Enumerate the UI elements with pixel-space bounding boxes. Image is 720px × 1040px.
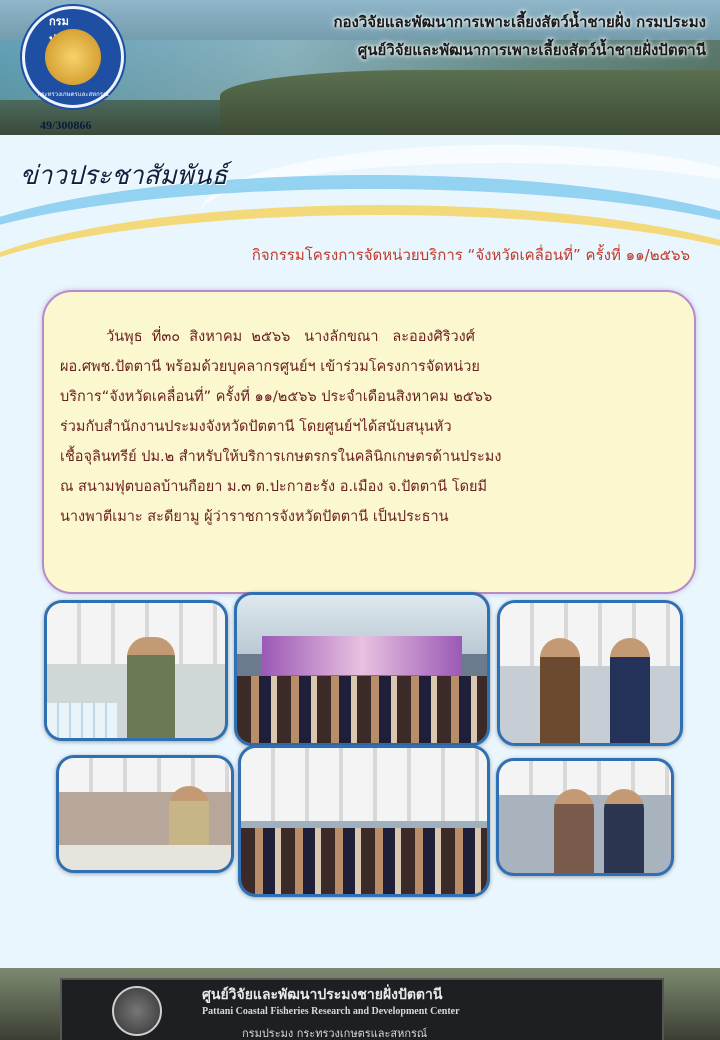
photo-clinic-visitors xyxy=(496,758,674,876)
photo-stage-group xyxy=(234,592,490,746)
photo-person xyxy=(604,789,644,873)
body-line: บริการ“จังหวัดเคลื่อนที่” ครั้งที่ ๑๑/๒๕๖๖ ประจำเดือนสิงหาคม ๒๕๖๖ xyxy=(60,389,493,405)
photo-crowd-tent xyxy=(238,745,490,897)
sign-english-name: Pattani Coastal Fisheries Research and Development Center xyxy=(202,1006,460,1017)
logo-emblem-icon xyxy=(45,29,101,85)
footer-signboard-photo xyxy=(0,968,720,1040)
sign-thai-name: ศูนย์วิจัยและพัฒนาประมงชายฝั่งปัตตานี xyxy=(202,987,443,1003)
photo-tent xyxy=(59,758,231,792)
photo-table xyxy=(59,845,231,870)
body-text xyxy=(60,322,655,532)
body-line: นางพาตีเมาะ สะดียามู ผู้ว่าราชการจังหวัดปัตตานี เป็นประธาน xyxy=(60,509,449,525)
body-line: วันพุธ ที่๓๐ สิงหาคม ๒๕๖๖ นางลักขณา ละอองศิริวงศ์ xyxy=(60,329,475,345)
logo-top-text: กรม xyxy=(49,15,69,28)
document-number: 49/300866 xyxy=(40,118,92,132)
photo-officer-with-product xyxy=(44,600,228,741)
body-line: ณ สนามฟุตบอลบ้านกือยา ม.๓ ต.ปะกาฮะรัง อ.เมือง จ.ปัตตานี โดยมี xyxy=(60,479,488,495)
sign-ministry: กรมประมง กระทรวงเกษตรและสหกรณ์ xyxy=(242,1027,428,1040)
news-subtitle: กิจกรรมโครงการจัดหน่วยบริการ “จังหวัดเคลื่อนที่” ครั้งที่ ๑๑/๒๕๖๖ xyxy=(251,246,690,264)
org-line-2: ศูนย์วิจัยและพัฒนาการเพาะเลี้ยงสัตว์น้ำชายฝั่งปัตตานี xyxy=(357,41,706,59)
body-line: ผอ.ศพช.ปัตตานี พร้อมด้วยบุคลากรศูนย์ฯ เข้าร่วมโครงการจัดหน่วย xyxy=(60,359,480,375)
logo-bottom-text: กระทรวงเกษตรและสหกรณ์ xyxy=(37,91,109,98)
body-line: เชื้อจุลินทรีย์ ปม.๒ สำหรับให้บริการเกษตรกรในคลินิกเกษตรด้านประมง xyxy=(60,449,502,465)
photo-tent xyxy=(241,748,487,821)
center-signboard xyxy=(60,978,664,1040)
photo-tent xyxy=(499,761,671,795)
photo-person xyxy=(540,638,580,743)
photo-person xyxy=(610,638,650,743)
photo-booth-service xyxy=(56,755,234,873)
org-line-1: กองวิจัยและพัฒนาการเพาะเลี้ยงสัตว์น้ำชายฝั่ง กรมประมง xyxy=(333,13,706,31)
photo-tent xyxy=(500,603,680,666)
photo-crowd xyxy=(241,828,487,894)
header-land-image xyxy=(220,70,720,135)
body-line: ร่วมกับสำนักงานประมงจังหวัดปัตตานี โดยศูนย์ฯได้สนับสนุนหัว xyxy=(60,419,452,435)
photo-bottles xyxy=(47,703,117,738)
department-of-fisheries-logo xyxy=(22,6,124,108)
photo-crowd xyxy=(237,676,487,743)
photo-person xyxy=(127,637,175,738)
seal-icon xyxy=(112,986,162,1036)
photo-person xyxy=(554,789,594,873)
section-title: ข่าวประชาสัมพันธ์ xyxy=(20,161,228,191)
photo-stage-banner xyxy=(262,636,462,674)
photo-handover xyxy=(497,600,683,746)
